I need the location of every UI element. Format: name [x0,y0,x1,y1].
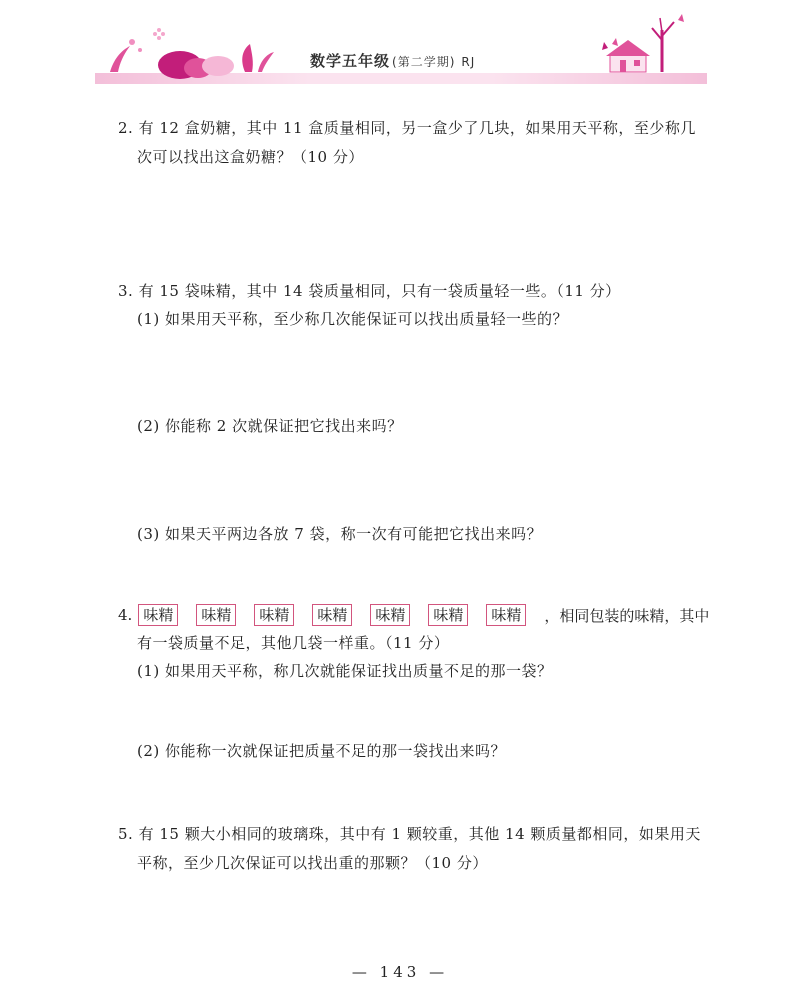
msg-box: 味精 [254,604,294,626]
q4-tail: ，相同包装的味精，其中 [544,606,710,625]
msg-box: 味精 [486,604,526,626]
q3-part2: (2) 你能称 2 次就保证把它找出来吗？ [137,417,403,435]
semester-label: (第二学期) [392,55,456,69]
q2-line1: 2. 有 12 盒奶糖，其中 11 盒质量相同，另一盒少了几块，如果用天平称，至少称几 [118,119,696,137]
q4-line2: 有一袋质量不足，其他几袋一样重。（11 分） [137,634,450,652]
msg-box: 味精 [138,604,178,626]
page-footer [0,963,800,981]
q2-line2: 次可以找出这盒奶糖？（10 分） [137,148,364,166]
q4-part2: (2) 你能称一次就保证把质量不足的那一袋找出来吗？ [137,742,507,760]
msg-box: 味精 [196,604,236,626]
q3-line1: 3. 有 15 袋味精，其中 14 袋质量相同，只有一袋质量轻一些。（11 分） [118,282,621,300]
q4-part1: (1) 如果用天平称，称几次就能保证找出质量不足的那一袋？ [137,662,553,680]
page-number: — 143 — [351,963,449,981]
q5-line1: 5. 有 15 颗大小相同的玻璃珠，其中有 1 颗较重，其他 14 颗质量都相同，如果用天 [118,825,701,843]
q5-line2: 平称，至少几次保证可以找出重的那颗？（10 分） [137,854,488,872]
book-title: 数学五年级 [310,52,391,70]
edition-label: RJ [461,55,476,69]
msg-box: 味精 [428,604,468,626]
q4-number: 4. [118,606,133,624]
q4-line1 [118,604,709,626]
msg-box: 味精 [312,604,352,626]
q3-part3: (3) 如果天平两边各放 7 袋，称一次有可能把它找出来吗？ [137,525,543,543]
q3-part1: (1) 如果用天平称，至少称几次能保证可以找出质量轻一些的？ [137,310,569,328]
msg-box: 味精 [370,604,410,626]
